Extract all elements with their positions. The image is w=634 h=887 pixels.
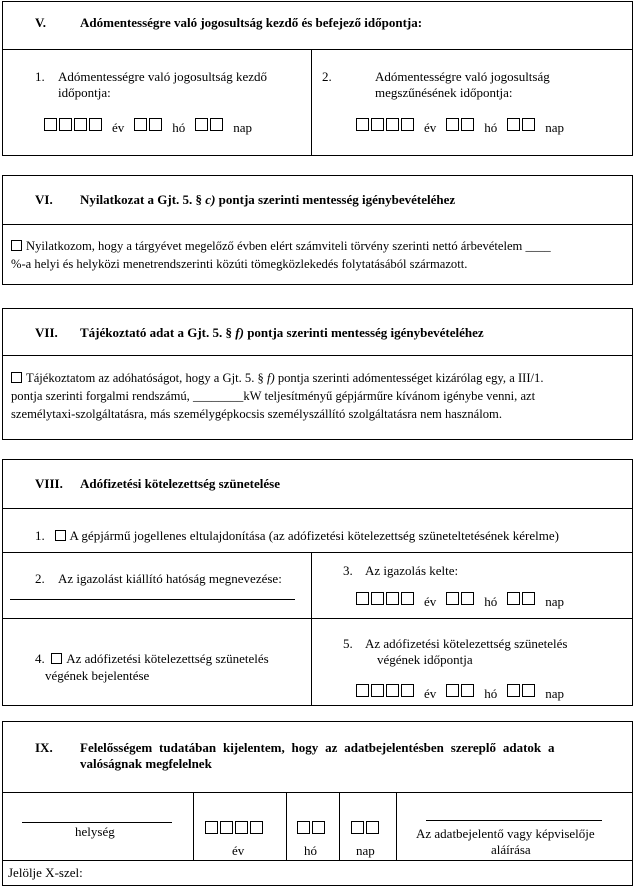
section-viii-divider-2 (2, 552, 633, 553)
end-date-field[interactable] (356, 117, 574, 136)
certificate-date-field[interactable] (356, 591, 574, 610)
section-viii-column-divider (311, 552, 312, 706)
day-box[interactable] (507, 592, 520, 605)
theft-item: 1. A gépjármű jogellenes eltulajdonítása (az adófizetési kötelezettség szüneteltetésének kérelme) (35, 528, 559, 543)
section-vi-statement: Nyilatkozom, hogy a tárgyévet megelőző évben elért számviteli törvény szerinti nettó árbevételem ____ (11, 238, 551, 254)
section-v-item2-number: 2. (322, 69, 332, 84)
suspension-end-checkbox[interactable] (51, 653, 62, 664)
year-unit: év (424, 594, 437, 609)
section-vii-title: Tájékoztató adat a Gjt. 5. § f) pontja szerinti mentesség igénybevételéhez (80, 325, 484, 340)
section-v-divider (2, 49, 633, 50)
suspension-end-date-label-2: végének időpontja (377, 652, 473, 667)
year-box[interactable] (89, 118, 102, 131)
day-unit: nap (545, 686, 565, 701)
signature-month-boxes[interactable] (297, 820, 327, 836)
year-unit: év (424, 686, 437, 701)
month-box[interactable] (134, 118, 147, 131)
section-viii-divider-1 (2, 508, 633, 509)
month-box[interactable] (461, 592, 474, 605)
issuer-item-number: 2. (35, 571, 45, 586)
month-unit: hó (484, 686, 498, 701)
day-box[interactable] (507, 118, 520, 131)
month-box[interactable] (461, 118, 474, 131)
year-box[interactable] (356, 592, 369, 605)
day-unit: nap (545, 594, 565, 609)
suspension-end-date-field[interactable] (356, 683, 574, 702)
section-vi-statement-2: %-a helyi és helyközi menetrendszerinti közúti tömegközlekedés folytatásából származott. (11, 257, 468, 271)
taxi-checkbox[interactable] (11, 372, 22, 383)
issuer-label: Az igazolást kiállító hatóság megnevezése: (58, 571, 282, 586)
day-box[interactable] (366, 821, 379, 834)
suspension-end-date-number: 5. (343, 636, 353, 651)
certificate-date-number: 3. (343, 563, 353, 578)
signature-year-label: év (232, 843, 245, 858)
year-box[interactable] (205, 821, 218, 834)
day-box[interactable] (522, 592, 535, 605)
year-box[interactable] (44, 118, 57, 131)
day-box[interactable] (522, 118, 535, 131)
section-v-number: V. (35, 15, 46, 30)
year-box[interactable] (401, 118, 414, 131)
section-viii-number: VIII. (35, 476, 63, 491)
section-ix-col-2 (286, 792, 287, 860)
signature-line[interactable] (426, 820, 602, 821)
year-box[interactable] (371, 684, 384, 697)
year-box[interactable] (401, 684, 414, 697)
section-v-column-divider (311, 49, 312, 156)
section-vi-title: Nyilatkozat a Gjt. 5. § c) pontja szerinti mentesség igénybevételéhez (80, 192, 456, 207)
year-unit: év (424, 120, 437, 135)
section-ix-col-1 (193, 792, 194, 860)
signature-month-label: hó (304, 843, 317, 858)
suspension-end-report-item: 4. Az adófizetési kötelezettség szünetelés (35, 651, 269, 666)
year-box[interactable] (371, 118, 384, 131)
day-box[interactable] (195, 118, 208, 131)
day-unit: nap (545, 120, 565, 135)
place-label: helység (75, 824, 115, 839)
section-vii-divider (2, 355, 633, 356)
turnover-checkbox[interactable] (11, 240, 22, 251)
suspension-end-date-label: Az adófizetési kötelezettség szünetelés (365, 636, 568, 651)
signature-day-label: nap (356, 843, 375, 858)
signature-year-boxes[interactable] (205, 820, 265, 836)
section-vii-statement-3: személytaxi-szolgáltatásra, más személygépkocsis személyszállító szolgáltatásra nem használom. (11, 407, 502, 421)
section-viii-title: Adófizetési kötelezettség szünetelése (80, 476, 280, 491)
month-box[interactable] (149, 118, 162, 131)
year-box[interactable] (401, 592, 414, 605)
section-viii-divider-3 (2, 618, 633, 619)
section-vii-statement-2: pontja szerinti forgalmi rendszámú, ________kW teljesítményű gépjárműre kívánom igénybe venni, azt (11, 389, 536, 403)
section-ix-footer-divider (2, 860, 633, 861)
day-box[interactable] (210, 118, 223, 131)
place-line[interactable] (22, 822, 172, 823)
signature-label-2: aláírása (491, 842, 531, 857)
month-box[interactable] (461, 684, 474, 697)
section-vi-number: VI. (35, 192, 53, 207)
start-date-field[interactable] (44, 117, 262, 136)
section-vii-number: VII. (35, 325, 58, 340)
section-v-item2-label: Adómentességre való jogosultság (375, 69, 550, 84)
year-box[interactable] (356, 118, 369, 131)
year-box[interactable] (386, 118, 399, 131)
signature-day-boxes[interactable] (351, 820, 381, 836)
month-box[interactable] (312, 821, 325, 834)
month-unit: hó (484, 594, 498, 609)
section-v-item1-label-2: időpontja: (58, 85, 111, 100)
section-v-item2-label-2: megszűnésének időpontja: (375, 85, 513, 100)
section-ix-title: Felelősségem tudatában kijelentem, hogy az adatbejelentésben szereplő adatok a (80, 740, 555, 755)
suspension-end-report-label-2: végének bejelentése (45, 668, 150, 683)
year-box[interactable] (74, 118, 87, 131)
day-unit: nap (233, 120, 253, 135)
section-ix-number: IX. (35, 740, 53, 755)
day-box[interactable] (522, 684, 535, 697)
section-ix-col-4 (396, 792, 397, 860)
year-box[interactable] (235, 821, 248, 834)
day-box[interactable] (351, 821, 364, 834)
year-box[interactable] (371, 592, 384, 605)
year-box[interactable] (386, 684, 399, 697)
year-unit: év (112, 120, 125, 135)
signature-label: Az adatbejelentő vagy képviselője (416, 826, 595, 841)
year-box[interactable] (250, 821, 263, 834)
section-v-item1-label: Adómentességre való jogosultság kezdő (58, 69, 268, 84)
month-box[interactable] (297, 821, 310, 834)
issuer-name-line[interactable] (10, 599, 295, 600)
section-vii-statement: Tájékoztatom az adóhatóságot, hogy a Gjt. 5. § f) pontja szerinti adómentességet kizárólag egy, a III/1. (11, 370, 543, 386)
year-box[interactable] (220, 821, 233, 834)
section-ix-divider (2, 792, 633, 793)
month-box[interactable] (446, 684, 459, 697)
month-box[interactable] (446, 592, 459, 605)
section-ix-col-3 (339, 792, 340, 860)
theft-checkbox[interactable] (55, 530, 66, 541)
mark-with-x-note: Jelölje X-szel: (8, 865, 83, 880)
month-unit: hó (484, 120, 498, 135)
section-v-item1-number: 1. (35, 69, 45, 84)
certificate-date-label: Az igazolás kelte: (365, 563, 459, 578)
year-box[interactable] (59, 118, 72, 131)
section-v-title: Adómentességre való jogosultság kezdő és befejező időpontja: (80, 15, 423, 30)
year-box[interactable] (356, 684, 369, 697)
month-unit: hó (172, 120, 186, 135)
year-box[interactable] (386, 592, 399, 605)
section-ix-title-2: valóságnak megfelelnek (80, 756, 212, 771)
section-vi-divider (2, 224, 633, 225)
month-box[interactable] (446, 118, 459, 131)
day-box[interactable] (507, 684, 520, 697)
